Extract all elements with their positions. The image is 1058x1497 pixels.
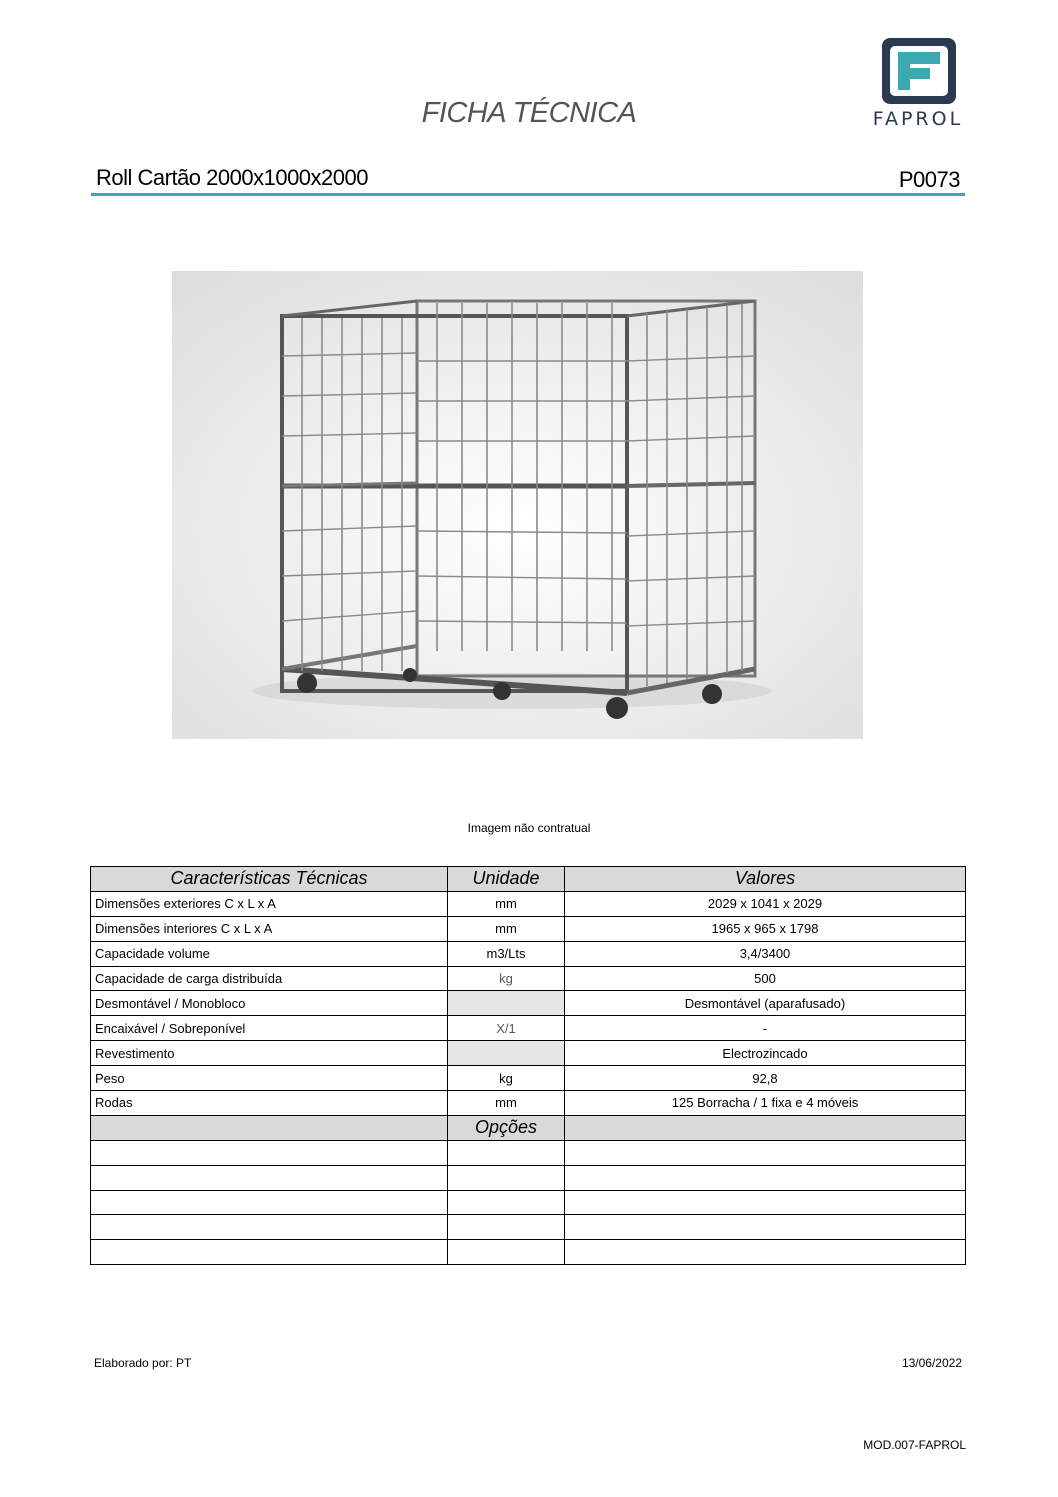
option-cell xyxy=(565,1215,966,1240)
row-value: Electrozincado xyxy=(565,1041,966,1066)
row-unit: mm xyxy=(448,1091,565,1116)
table-row xyxy=(91,991,966,1016)
row-unit xyxy=(448,991,565,1016)
table-row xyxy=(91,1091,966,1116)
row-label: Rodas xyxy=(91,1091,448,1116)
options-row xyxy=(91,1190,966,1215)
row-label: Capacidade volume xyxy=(91,941,448,966)
document-date: 13/06/2022 xyxy=(901,1356,962,1370)
table-row xyxy=(91,1066,966,1091)
row-label: Dimensões interiores C x L x A xyxy=(91,916,448,941)
document-title: FICHA TÉCNICA xyxy=(421,97,637,129)
options-row xyxy=(91,1215,966,1240)
options-header-blank-right xyxy=(565,1115,966,1140)
product-name: Roll Cartão 2000x1000x2000 xyxy=(96,165,368,190)
row-label: Encaixável / Sobreponível xyxy=(91,1016,448,1041)
option-cell xyxy=(91,1240,448,1265)
table-row xyxy=(91,941,966,966)
product-code: P0073 xyxy=(898,167,960,192)
header-characteristics: Características Técnicas xyxy=(91,867,448,892)
table-row xyxy=(91,916,966,941)
table-header-row xyxy=(91,867,966,892)
spec-table xyxy=(90,866,966,1265)
faprol-logo-icon xyxy=(882,38,956,104)
option-cell xyxy=(448,1240,565,1265)
options-row xyxy=(91,1240,966,1265)
options-header-blank-left xyxy=(91,1115,448,1140)
row-unit: mm xyxy=(448,891,565,916)
row-value: 500 xyxy=(565,966,966,991)
row-value: Desmontável (aparafusado) xyxy=(565,991,966,1016)
option-cell xyxy=(565,1240,966,1265)
table-row xyxy=(91,1041,966,1066)
row-unit: kg xyxy=(448,1066,565,1091)
options-header: Opções xyxy=(448,1115,565,1140)
option-cell xyxy=(91,1140,448,1165)
header-values: Valores xyxy=(565,867,966,892)
row-value: 125 Borracha / 1 fixa e 4 móveis xyxy=(565,1091,966,1116)
row-label: Desmontável / Monobloco xyxy=(91,991,448,1016)
row-label: Peso xyxy=(91,1066,448,1091)
option-cell xyxy=(448,1165,565,1190)
table-row xyxy=(91,966,966,991)
row-label: Revestimento xyxy=(91,1041,448,1066)
product-image xyxy=(172,271,863,739)
option-cell xyxy=(91,1190,448,1215)
option-cell xyxy=(448,1140,565,1165)
option-cell xyxy=(91,1165,448,1190)
option-cell xyxy=(565,1165,966,1190)
image-caption: Imagem não contratual xyxy=(467,821,591,835)
option-cell xyxy=(448,1215,565,1240)
row-value: - xyxy=(565,1016,966,1041)
row-unit: mm xyxy=(448,916,565,941)
row-label: Dimensões exteriores C x L x A xyxy=(91,891,448,916)
row-value: 3,4/3400 xyxy=(565,941,966,966)
model-reference: MOD.007-FAPROL xyxy=(863,1438,966,1452)
row-value: 2029 x 1041 x 2029 xyxy=(565,891,966,916)
logo-wordmark: FAPROL xyxy=(872,108,964,130)
table-row xyxy=(91,891,966,916)
option-cell xyxy=(448,1190,565,1215)
table-row xyxy=(91,1016,966,1041)
row-value: 92,8 xyxy=(565,1066,966,1091)
option-cell xyxy=(565,1140,966,1165)
title-underline xyxy=(91,193,965,196)
row-value: 1965 x 965 x 1798 xyxy=(565,916,966,941)
row-unit: m3/Lts xyxy=(448,941,565,966)
row-label: Capacidade de carga distribuída xyxy=(91,966,448,991)
options-row xyxy=(91,1165,966,1190)
options-row xyxy=(91,1140,966,1165)
prepared-by: Elaborado por: PT xyxy=(94,1356,192,1370)
header-unit: Unidade xyxy=(448,867,565,892)
option-cell xyxy=(565,1190,966,1215)
options-header-row xyxy=(91,1115,966,1140)
row-unit xyxy=(448,1041,565,1066)
row-unit: X/1 xyxy=(448,1016,565,1041)
row-unit: kg xyxy=(448,966,565,991)
option-cell xyxy=(91,1215,448,1240)
